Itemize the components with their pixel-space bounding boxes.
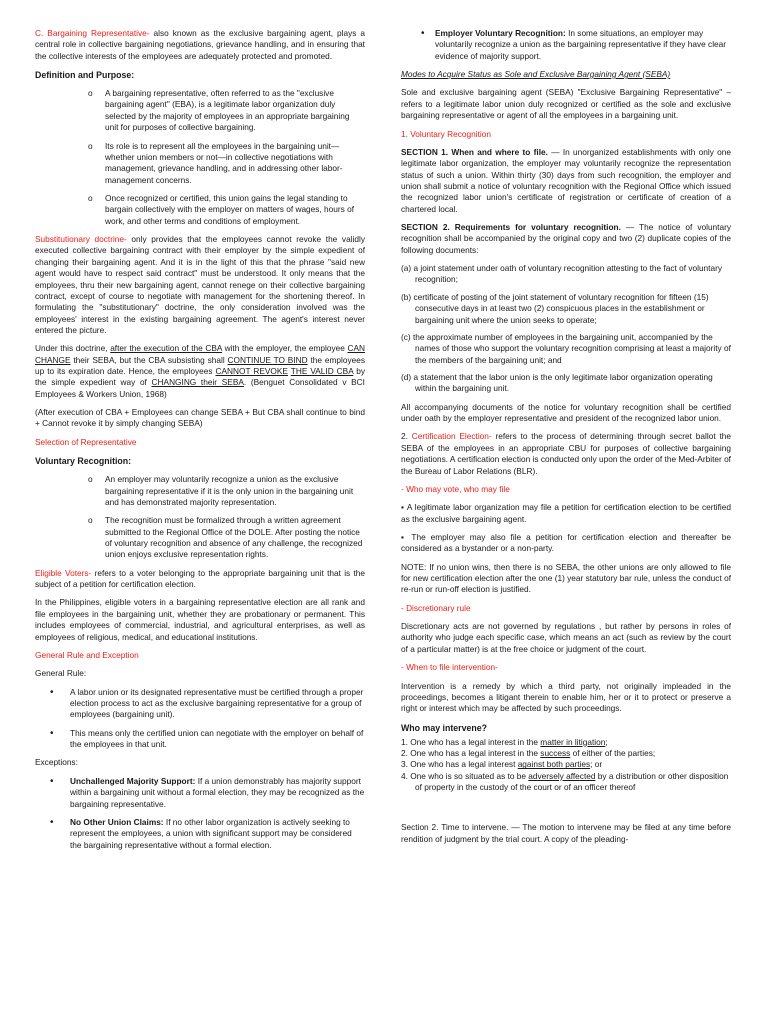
voluntary-recognition-list (35, 474, 365, 561)
list-item-text: Its role is to represent all the employees in the bargaining unit—whether union members or not—in collective negotiations with management, grievance handling, and in addressing other labor-management concerns. (105, 140, 343, 185)
list-item (401, 771, 731, 794)
seba-paragraph: Sole and exclusive bargaining agent (SEBA) "Exclusive Bargaining Representative" – refers to a legitimate labor union duly recognized or certified as the sole and exclusive bargaining representative or agent of all the employees in a bargaining unit. (401, 87, 731, 121)
intervene-list (401, 737, 731, 794)
circle-bullet-icon: o (88, 474, 93, 485)
circle-bullet-icon: o (88, 515, 93, 526)
text-run: ; (605, 736, 608, 747)
who-may-intervene-heading: Who may intervene? (401, 722, 488, 733)
text-run: 2. One who has a legal interest in the (401, 748, 541, 759)
text-run: . (Benguet Consolidated v BCI Employees & Workers Union, 1968) (35, 377, 365, 399)
bullet-icon: • (50, 686, 54, 698)
vote-item: ▪ The employer may also file a petition for certification election and thereafter be considered as a bystander or a non-party. (401, 531, 731, 554)
underlined-text: matter in litigation (540, 736, 606, 747)
exception-text: If no other labor organization is actively seeking to represent the employees, a union with significant support may be considered the bargaining representative without a formal election. (70, 816, 352, 850)
eligible-voters-text: refers to a voter belonging to the appropriate bargaining unit that is the subject of a petition for certification election. (35, 567, 365, 590)
substitutionary-doctrine-text: only provides that the employees cannot revoke the validly executed collective bargaining contract with their employer by the simple expedient of changing their bargaining agent. And it is in the light of this that the phrase "said new agent would have to respect said contract" must be understood. It only means that the employees, thru their new bargaining agent, cannot renege on their collective bargaining contract, except of course to negotiate with management for the shortening thereof. In formulating the "substitutionary" doctrine, the only consideration involved was the employees' interest in the existing bargaining agreement. The agent's interest never entered the picture. (35, 234, 365, 335)
substitutionary-doctrine-paragraph (35, 234, 365, 336)
exceptions-list (35, 776, 365, 851)
eligible-voters-paragraph (35, 568, 365, 591)
bargaining-representative-title: C. Bargaining Representative- (35, 28, 150, 38)
list-item-text: This means only the certified union can negotiate with the employer on behalf of the employees in that unit. (70, 727, 364, 750)
exception-title: Unchallenged Majority Support: (70, 775, 196, 786)
text-run: of either of the parties; (570, 748, 656, 759)
certification-election-text: refers to the process of determining through secret ballot the SEBA of the employees in an appropriate CBU for purposes of collective bargaining negotiations. A certification election is conducted only upon the order of the Med-Arbiter of the Bureau of Labor Relations (BLR). (401, 431, 731, 476)
bullet-icon: • (421, 28, 425, 39)
spacer (401, 800, 731, 822)
voluntary-recognition-heading: Voluntary Recognition: (35, 456, 132, 467)
list-item (401, 748, 731, 759)
list-item (35, 88, 365, 133)
list-item: (c) the approximate number of employees in the bargaining unit, accompanied by the names of those who support the voluntary recognition comprising at least a majority of the members of the bargaining unit; and (401, 331, 731, 365)
text-run: ; or (590, 759, 603, 770)
certification-election-paragraph (401, 431, 731, 476)
requirements-list (401, 263, 731, 395)
text-run: 4. One who is so situated as to be (401, 770, 529, 781)
discretionary-paragraph: Discretionary acts are not governed by regulations , but rather by persons in roles of authority who judge each specific case, which means an act (such as review by the court of a particular matter) is at the free choice or judgment of the court. (401, 621, 731, 654)
text-run: the employees up to its expiration date. Hence, the employees (35, 354, 365, 377)
selection-of-representative-title: Selection of Representative (35, 436, 137, 447)
bargaining-representative-text: also known as the exclusive bargaining agent, plays a central role in collective bargaining negotiations, grievance handling, and in ensuring that the collective interests of the employees are adequately protected and promoted. (35, 28, 365, 61)
list-item (401, 759, 731, 770)
philippines-paragraph: In the Philippines, eligible voters in a bargaining representative election are all rank and file employees in the bargaining unit, whether they are probationary or permanent. This includes employees of commercial, industrial, and agricultural enterprises, as well as employees of religious, medical, and educational institutions. (35, 597, 365, 642)
section-2-title: SECTION 2. Requirements for voluntary recognition. (401, 222, 621, 233)
accompanying-documents-paragraph: All accompanying documents of the notice for voluntary recognition shall be certified under oath by the employer representative and president of the recognized labor union. (401, 401, 731, 424)
definition-list (35, 88, 365, 227)
text-run: their SEBA, but the CBA subsisting shall (70, 354, 228, 365)
list-item-text: An employer may voluntarily recognize a union as the exclusive bargaining representative if it is the only union in the bargaining unit and has demonstrated majority representation. (105, 474, 354, 507)
exception-text: If a union demonstrably has majority support within a bargaining unit without a formal election, they may be recognized as the bargaining representative. (70, 775, 365, 809)
general-rule-label: General Rule: (35, 668, 87, 679)
vote-item: ▪ A legitimate labor organization may file a petition for certification election to be certified as the exclusive bargaining agent. (401, 502, 731, 524)
underlined-text: success (540, 748, 571, 759)
section-2-time-paragraph: Section 2. Time to intervene. — The motion to intervene may be filed at any time before rendition of judgment by the trial court. A copy of the pleading- (401, 822, 731, 844)
underlined-text: adversely affected (528, 770, 596, 781)
section-1-text: — In unorganized establishments with only one legitimate labor organization, the employer may voluntarily recognize the representation status of such a union. Within thirty (30) days from such recognition, the employer and union shall submit a notice of voluntary recognition with the Regional Office which issued the recognized labor union's certificate of registration or certificate of creation of a chartered local. (401, 146, 731, 214)
underlined-text: CHANGING their SEBA (151, 377, 244, 388)
list-item (35, 141, 365, 186)
list-item (401, 737, 731, 748)
bargaining-representative-paragraph (35, 28, 365, 62)
circle-bullet-icon: o (88, 140, 93, 151)
section-2-text: — The notice of voluntary recognition shall be accompanied by the original copy and two (2) duplicate copies of the following documents: (401, 222, 731, 255)
underlined-text: against both parties (517, 759, 591, 770)
list-item (35, 193, 365, 227)
section-1-title: SECTION 1. When and where to file. (401, 146, 548, 157)
text-run: 3. One who has a legal interest (401, 759, 518, 770)
who-may-vote-title: - Who may vote, who may file (401, 483, 510, 494)
list-item (35, 515, 365, 560)
discretionary-rule-title: - Discretionary rule (401, 602, 471, 613)
right-column (401, 28, 731, 1022)
list-item-text: A bargaining representative, often referred to as the "exclusive bargaining agent" (EBA), is a legitimate labor organization duly selected by the majority of employees in an appropriate bargaining unit for purposes of collective bargaining. (105, 88, 350, 133)
eligible-voters-title: Eligible Voters- (35, 567, 92, 578)
general-rule-title: General Rule and Exception (35, 649, 139, 660)
list-item (401, 28, 731, 62)
list-item (35, 728, 365, 751)
underlined-text: CANNOT REVOKE (215, 366, 288, 377)
employer-voluntary-recognition-list (401, 28, 731, 62)
when-to-file-title: - When to file intervention- (401, 662, 498, 673)
list-item: (b) certificate of posting of the joint statement of voluntary recognition for fifteen (15) consecutive days in at least two (2) conspicuous places in the establishment or bargaining unit where the union seeks to operate; (401, 291, 709, 325)
underlined-text: CAN CHANGE (35, 343, 365, 365)
left-column (35, 28, 365, 1022)
list-item: (d) a statement that the labor union is the only legitimate labor organization operating within the bargaining unit. (401, 371, 713, 394)
underlined-text: THE VALID CBA (290, 366, 354, 377)
employer-voluntary-text: In some situations, an employer may voluntarily recognize a union as the bargaining representative if they have clear evidence of majority support. (435, 28, 727, 61)
note-paragraph: NOTE: If no union wins, then there is no SEBA, the other unions are only allowed to file for new certification election after the one (1) year statutory bar rule, unless the conduct of re-run or run-off election is justified. (401, 561, 731, 595)
list-item-text: A labor union or its designated representative must be certified through a proper election process to act as the exclusive bargaining representative for a group of employees (bargaining unit). (70, 686, 364, 720)
list-item (35, 474, 365, 508)
text-run: by the simple expedient way of (35, 366, 365, 388)
underlined-text: after the execution of the CBA (110, 343, 222, 354)
exception-title: No Other Union Claims: (70, 816, 164, 827)
intervention-paragraph: Intervention is a remedy by which a third party, not originally impleaded in the proceedings, becomes a litigant therein to enable him, her or it to protect or preserve a right or interest which may be affected by such proceedings. (401, 680, 731, 714)
section-1-paragraph (401, 147, 731, 215)
employer-voluntary-title: Employer Voluntary Recognition: (435, 28, 566, 38)
underlined-text: CONTINUE TO BIND (227, 354, 308, 365)
list-item-text: Once recognized or certified, this union gains the legal standing to bargain collectively with the employer on matters of wages, hours of work, and other terms and conditions of employment. (105, 193, 355, 226)
section-2-paragraph (401, 222, 731, 256)
circle-bullet-icon: o (88, 193, 93, 203)
under-doctrine-paragraph (35, 343, 365, 400)
text-run: Under this doctrine, (35, 343, 111, 354)
text-run: with the employer, the employee (221, 343, 348, 354)
list-item-text: The recognition must be formalized through a written agreement submitted to the Regional Office of the DOLE. After posting the notice of voluntary recognition and absence of any challenge, the recognized union enjoys exclusive representation rights. (105, 515, 363, 560)
modes-title: Modes to Acquire Status as Sole and Exclusive Bargaining Agent (SEBA) (401, 69, 671, 80)
bullet-icon: • (50, 727, 54, 739)
certification-number: 2. (401, 431, 412, 442)
list-item: (a) a joint statement under oath of voluntary recognition attesting to the fact of voluntary recognition; (401, 263, 722, 285)
bullet-icon: • (50, 816, 54, 828)
text-run: 1. One who has a legal interest in the (401, 736, 541, 747)
list-item (35, 776, 365, 810)
definition-heading: Definition and Purpose: (35, 70, 135, 81)
substitutionary-doctrine-title: Substitutionary doctrine- (35, 234, 127, 245)
general-rule-list (35, 687, 365, 751)
voluntary-recognition-title: 1. Voluntary Recognition (401, 128, 491, 139)
after-execution-note: (After execution of CBA + Employees can change SEBA + But CBA shall continue to bind + Cannot revoke it by simply changing SEBA) (35, 407, 365, 429)
list-item (35, 687, 365, 721)
list-item (35, 817, 365, 851)
certification-election-title: Certification Election- (411, 431, 492, 442)
exceptions-label: Exceptions: (35, 757, 78, 768)
bullet-icon: • (50, 775, 54, 787)
text-run: by a distribution or other disposition of property in the custody of the court or of an officer thereof (415, 770, 729, 793)
circle-bullet-icon: o (88, 88, 93, 99)
